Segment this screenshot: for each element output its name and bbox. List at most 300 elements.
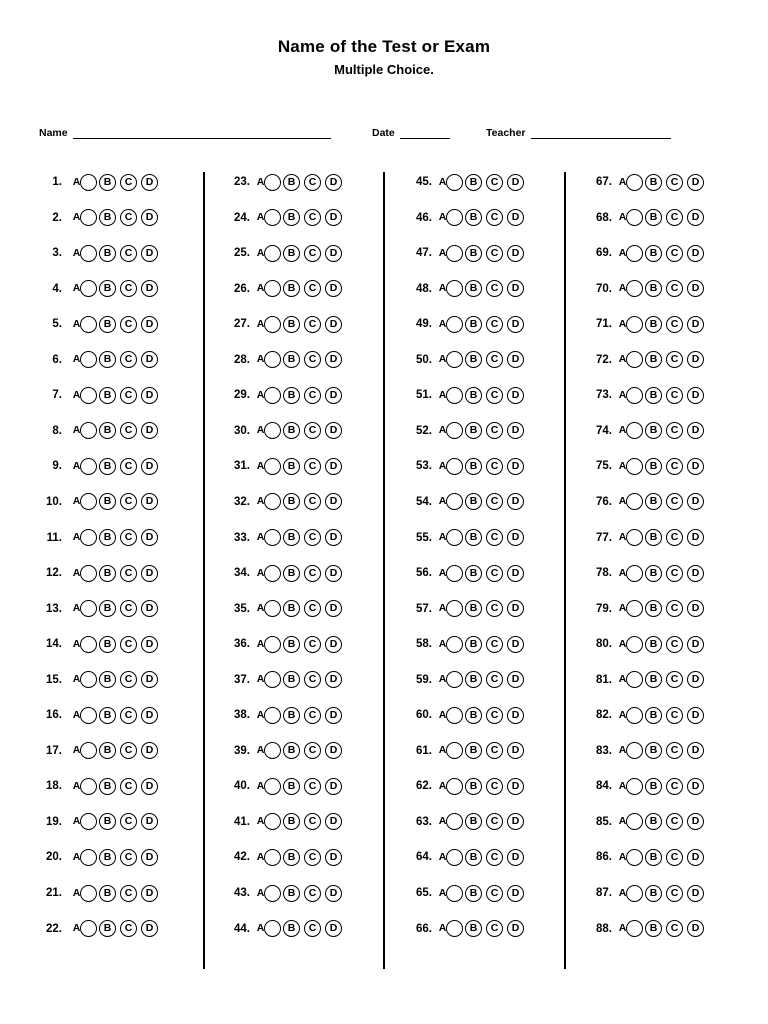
answer-bubble-d[interactable]: D [687,493,704,510]
answer-bubble-a[interactable] [618,600,643,617]
answer-bubble-b[interactable]: B [465,600,482,617]
answer-bubble-b[interactable]: B [283,458,300,475]
answer-bubble-a[interactable] [72,600,97,617]
answer-bubble-a[interactable] [618,174,643,191]
answer-bubble-d[interactable]: D [325,565,342,582]
answer-bubble-d[interactable]: D [325,707,342,724]
answer-bubble-d[interactable]: D [325,636,342,653]
answer-bubble-d[interactable]: D [325,458,342,475]
answer-bubble-a[interactable] [618,209,643,226]
answer-bubble-a[interactable] [256,778,281,795]
answer-bubble-c[interactable]: C [304,742,321,759]
answer-bubble-b[interactable]: B [645,707,662,724]
answer-bubble-b[interactable]: B [645,565,662,582]
answer-bubble-a[interactable] [256,458,281,475]
answer-bubble-d[interactable]: D [687,529,704,546]
answer-bubble-b[interactable]: B [645,387,662,404]
answer-bubble-d[interactable]: D [325,600,342,617]
answer-bubble-d[interactable]: D [687,280,704,297]
answer-bubble-d[interactable]: D [507,707,524,724]
answer-bubble-c[interactable]: C [120,493,137,510]
answer-bubble-a[interactable] [618,671,643,688]
answer-bubble-d[interactable]: D [687,849,704,866]
answer-bubble-b[interactable]: B [465,422,482,439]
answer-bubble-c[interactable]: C [666,778,683,795]
answer-bubble-a[interactable] [72,316,97,333]
answer-bubble-b[interactable]: B [99,529,116,546]
answer-bubble-d[interactable]: D [687,778,704,795]
answer-bubble-b[interactable]: B [645,316,662,333]
answer-bubble-a[interactable] [72,813,97,830]
answer-bubble-d[interactable]: D [687,316,704,333]
answer-bubble-d[interactable]: D [507,600,524,617]
answer-bubble-b[interactable]: B [283,387,300,404]
answer-bubble-c[interactable]: C [666,351,683,368]
answer-bubble-d[interactable]: D [507,742,524,759]
answer-bubble-c[interactable]: C [120,565,137,582]
answer-bubble-c[interactable]: C [486,387,503,404]
answer-bubble-c[interactable]: C [666,209,683,226]
answer-bubble-b[interactable]: B [645,245,662,262]
answer-bubble-a[interactable] [256,707,281,724]
answer-bubble-c[interactable]: C [666,636,683,653]
answer-bubble-b[interactable]: B [465,209,482,226]
answer-bubble-b[interactable]: B [283,493,300,510]
answer-bubble-a[interactable] [256,671,281,688]
answer-bubble-a[interactable] [438,565,463,582]
answer-bubble-a[interactable] [618,885,643,902]
answer-bubble-b[interactable]: B [99,778,116,795]
answer-bubble-d[interactable]: D [141,885,158,902]
answer-bubble-b[interactable]: B [283,636,300,653]
answer-bubble-d[interactable]: D [325,209,342,226]
answer-bubble-a[interactable] [618,245,643,262]
answer-bubble-a[interactable] [618,422,643,439]
answer-bubble-d[interactable]: D [141,387,158,404]
answer-bubble-b[interactable]: B [99,245,116,262]
answer-bubble-b[interactable]: B [283,920,300,937]
answer-bubble-c[interactable]: C [304,671,321,688]
answer-bubble-a[interactable] [72,636,97,653]
answer-bubble-d[interactable]: D [325,422,342,439]
answer-bubble-c[interactable]: C [120,316,137,333]
answer-bubble-b[interactable]: B [99,351,116,368]
answer-bubble-c[interactable]: C [486,742,503,759]
answer-bubble-a[interactable] [72,493,97,510]
answer-bubble-b[interactable]: B [465,920,482,937]
answer-bubble-a[interactable] [618,636,643,653]
answer-bubble-c[interactable]: C [486,529,503,546]
answer-bubble-a[interactable] [438,174,463,191]
answer-bubble-a[interactable] [256,280,281,297]
answer-bubble-a[interactable] [256,351,281,368]
answer-bubble-c[interactable]: C [304,778,321,795]
answer-bubble-d[interactable]: D [687,600,704,617]
answer-bubble-c[interactable]: C [666,422,683,439]
answer-bubble-c[interactable]: C [666,565,683,582]
answer-bubble-c[interactable]: C [120,600,137,617]
answer-bubble-a[interactable] [256,565,281,582]
answer-bubble-b[interactable]: B [283,813,300,830]
answer-bubble-b[interactable]: B [645,636,662,653]
answer-bubble-d[interactable]: D [141,813,158,830]
answer-bubble-a[interactable] [438,458,463,475]
answer-bubble-b[interactable]: B [465,813,482,830]
answer-bubble-b[interactable]: B [645,280,662,297]
answer-bubble-b[interactable]: B [465,493,482,510]
answer-bubble-d[interactable]: D [687,351,704,368]
answer-bubble-d[interactable]: D [141,316,158,333]
answer-bubble-a[interactable] [618,778,643,795]
answer-bubble-c[interactable]: C [120,813,137,830]
answer-bubble-c[interactable]: C [304,458,321,475]
answer-bubble-c[interactable]: C [304,636,321,653]
answer-bubble-b[interactable]: B [283,707,300,724]
answer-bubble-b[interactable]: B [645,174,662,191]
answer-bubble-d[interactable]: D [141,351,158,368]
answer-bubble-d[interactable]: D [325,849,342,866]
answer-bubble-c[interactable]: C [120,351,137,368]
answer-bubble-c[interactable]: C [120,885,137,902]
answer-bubble-d[interactable]: D [687,387,704,404]
answer-bubble-d[interactable]: D [507,245,524,262]
answer-bubble-d[interactable]: D [141,636,158,653]
answer-bubble-c[interactable]: C [486,885,503,902]
answer-bubble-b[interactable]: B [465,636,482,653]
answer-bubble-c[interactable]: C [666,671,683,688]
answer-bubble-c[interactable]: C [486,209,503,226]
answer-bubble-d[interactable]: D [325,387,342,404]
answer-bubble-c[interactable]: C [120,387,137,404]
answer-bubble-b[interactable]: B [99,707,116,724]
answer-bubble-a[interactable] [72,351,97,368]
answer-bubble-a[interactable] [256,600,281,617]
answer-bubble-b[interactable]: B [283,351,300,368]
answer-bubble-a[interactable] [256,493,281,510]
answer-bubble-b[interactable]: B [465,351,482,368]
answer-bubble-b[interactable]: B [465,671,482,688]
answer-bubble-c[interactable]: C [120,636,137,653]
answer-bubble-b[interactable]: B [99,316,116,333]
answer-bubble-c[interactable]: C [486,778,503,795]
answer-bubble-c[interactable]: C [120,174,137,191]
answer-bubble-a[interactable] [256,813,281,830]
answer-bubble-a[interactable] [72,387,97,404]
answer-bubble-d[interactable]: D [325,280,342,297]
answer-bubble-b[interactable]: B [465,849,482,866]
answer-bubble-a[interactable] [256,636,281,653]
answer-bubble-c[interactable]: C [666,742,683,759]
answer-bubble-b[interactable]: B [645,849,662,866]
answer-bubble-b[interactable]: B [99,813,116,830]
answer-bubble-c[interactable]: C [120,671,137,688]
answer-bubble-a[interactable] [256,849,281,866]
answer-bubble-b[interactable]: B [465,245,482,262]
answer-bubble-c[interactable]: C [304,600,321,617]
answer-bubble-a[interactable] [618,529,643,546]
answer-bubble-d[interactable]: D [507,920,524,937]
name-input-line[interactable] [73,128,331,139]
answer-bubble-d[interactable]: D [141,458,158,475]
answer-bubble-c[interactable]: C [486,565,503,582]
answer-bubble-d[interactable]: D [507,316,524,333]
answer-bubble-b[interactable]: B [99,174,116,191]
answer-bubble-d[interactable]: D [687,920,704,937]
answer-bubble-b[interactable]: B [99,849,116,866]
answer-bubble-a[interactable] [72,885,97,902]
answer-bubble-a[interactable] [438,778,463,795]
answer-bubble-d[interactable]: D [507,280,524,297]
answer-bubble-a[interactable] [438,600,463,617]
answer-bubble-d[interactable]: D [141,245,158,262]
answer-bubble-b[interactable]: B [645,671,662,688]
answer-bubble-c[interactable]: C [304,707,321,724]
answer-bubble-a[interactable] [72,280,97,297]
answer-bubble-d[interactable]: D [687,671,704,688]
answer-bubble-b[interactable]: B [465,778,482,795]
answer-bubble-c[interactable]: C [486,707,503,724]
answer-bubble-c[interactable]: C [120,280,137,297]
answer-bubble-d[interactable]: D [141,529,158,546]
answer-bubble-d[interactable]: D [507,209,524,226]
answer-bubble-c[interactable]: C [120,245,137,262]
answer-bubble-b[interactable]: B [645,813,662,830]
answer-bubble-d[interactable]: D [507,493,524,510]
answer-bubble-b[interactable]: B [283,849,300,866]
answer-bubble-a[interactable] [72,778,97,795]
answer-bubble-c[interactable]: C [120,529,137,546]
answer-bubble-d[interactable]: D [687,885,704,902]
answer-bubble-d[interactable]: D [325,920,342,937]
answer-bubble-c[interactable]: C [666,920,683,937]
answer-bubble-d[interactable]: D [687,245,704,262]
answer-bubble-a[interactable] [438,245,463,262]
answer-bubble-d[interactable]: D [687,565,704,582]
answer-bubble-b[interactable]: B [465,387,482,404]
answer-bubble-b[interactable]: B [645,529,662,546]
answer-bubble-b[interactable]: B [283,280,300,297]
answer-bubble-a[interactable] [438,387,463,404]
answer-bubble-b[interactable]: B [465,316,482,333]
answer-bubble-b[interactable]: B [283,885,300,902]
answer-bubble-b[interactable]: B [283,778,300,795]
answer-bubble-a[interactable] [618,493,643,510]
answer-bubble-b[interactable]: B [99,458,116,475]
answer-bubble-c[interactable]: C [120,422,137,439]
answer-bubble-a[interactable] [72,920,97,937]
answer-bubble-d[interactable]: D [325,316,342,333]
answer-bubble-d[interactable]: D [141,742,158,759]
answer-bubble-c[interactable]: C [304,174,321,191]
answer-bubble-c[interactable]: C [304,493,321,510]
answer-bubble-c[interactable]: C [486,422,503,439]
answer-bubble-a[interactable] [72,529,97,546]
answer-bubble-d[interactable]: D [507,778,524,795]
answer-bubble-a[interactable] [438,636,463,653]
answer-bubble-b[interactable]: B [283,245,300,262]
answer-bubble-d[interactable]: D [141,280,158,297]
answer-bubble-a[interactable] [256,920,281,937]
answer-bubble-b[interactable]: B [465,280,482,297]
answer-bubble-c[interactable]: C [304,316,321,333]
answer-bubble-d[interactable]: D [507,351,524,368]
answer-bubble-c[interactable]: C [120,707,137,724]
answer-bubble-a[interactable] [438,742,463,759]
answer-bubble-b[interactable]: B [283,422,300,439]
answer-bubble-a[interactable] [438,209,463,226]
answer-bubble-a[interactable] [72,565,97,582]
answer-bubble-d[interactable]: D [687,707,704,724]
answer-bubble-a[interactable] [72,174,97,191]
answer-bubble-a[interactable] [438,493,463,510]
answer-bubble-a[interactable] [72,707,97,724]
answer-bubble-d[interactable]: D [141,600,158,617]
answer-bubble-a[interactable] [618,387,643,404]
answer-bubble-c[interactable]: C [120,458,137,475]
answer-bubble-a[interactable] [72,209,97,226]
answer-bubble-b[interactable]: B [99,742,116,759]
answer-bubble-c[interactable]: C [304,280,321,297]
answer-bubble-a[interactable] [256,742,281,759]
answer-bubble-d[interactable]: D [141,493,158,510]
answer-bubble-c[interactable]: C [120,849,137,866]
answer-bubble-c[interactable]: C [304,565,321,582]
answer-bubble-b[interactable]: B [645,351,662,368]
answer-bubble-a[interactable] [618,707,643,724]
answer-bubble-b[interactable]: B [465,707,482,724]
answer-bubble-a[interactable] [256,316,281,333]
answer-bubble-c[interactable]: C [666,529,683,546]
answer-bubble-b[interactable]: B [99,493,116,510]
answer-bubble-b[interactable]: B [99,565,116,582]
answer-bubble-d[interactable]: D [687,174,704,191]
answer-bubble-a[interactable] [438,849,463,866]
answer-bubble-a[interactable] [618,920,643,937]
answer-bubble-a[interactable] [72,245,97,262]
answer-bubble-c[interactable]: C [486,316,503,333]
answer-bubble-c[interactable]: C [486,600,503,617]
answer-bubble-d[interactable]: D [507,458,524,475]
answer-bubble-d[interactable]: D [141,849,158,866]
answer-bubble-d[interactable]: D [687,458,704,475]
answer-bubble-a[interactable] [618,813,643,830]
answer-bubble-b[interactable]: B [99,209,116,226]
answer-bubble-b[interactable]: B [99,422,116,439]
answer-bubble-a[interactable] [438,422,463,439]
answer-bubble-b[interactable]: B [465,742,482,759]
answer-bubble-b[interactable]: B [99,636,116,653]
answer-bubble-d[interactable]: D [141,920,158,937]
answer-bubble-c[interactable]: C [666,493,683,510]
answer-bubble-c[interactable]: C [486,280,503,297]
answer-bubble-a[interactable] [618,280,643,297]
answer-bubble-c[interactable]: C [486,813,503,830]
answer-bubble-d[interactable]: D [325,351,342,368]
answer-bubble-d[interactable]: D [507,565,524,582]
answer-bubble-c[interactable]: C [666,174,683,191]
answer-bubble-a[interactable] [438,529,463,546]
answer-bubble-a[interactable] [256,422,281,439]
answer-bubble-d[interactable]: D [325,813,342,830]
answer-bubble-c[interactable]: C [304,245,321,262]
answer-bubble-c[interactable]: C [120,742,137,759]
answer-bubble-d[interactable]: D [687,422,704,439]
answer-bubble-c[interactable]: C [304,813,321,830]
answer-bubble-d[interactable]: D [141,174,158,191]
answer-bubble-b[interactable]: B [465,565,482,582]
answer-bubble-c[interactable]: C [486,849,503,866]
answer-bubble-d[interactable]: D [141,565,158,582]
answer-bubble-a[interactable] [618,742,643,759]
answer-bubble-b[interactable]: B [283,316,300,333]
answer-bubble-c[interactable]: C [304,885,321,902]
answer-bubble-c[interactable]: C [666,458,683,475]
answer-bubble-b[interactable]: B [283,174,300,191]
answer-bubble-a[interactable] [438,351,463,368]
answer-bubble-d[interactable]: D [687,636,704,653]
answer-bubble-c[interactable]: C [666,813,683,830]
answer-bubble-c[interactable]: C [304,920,321,937]
answer-bubble-b[interactable]: B [465,529,482,546]
answer-bubble-c[interactable]: C [666,885,683,902]
answer-bubble-d[interactable]: D [507,174,524,191]
answer-bubble-d[interactable]: D [507,422,524,439]
answer-bubble-d[interactable]: D [507,813,524,830]
answer-bubble-c[interactable]: C [486,174,503,191]
answer-bubble-c[interactable]: C [304,209,321,226]
answer-bubble-b[interactable]: B [99,671,116,688]
answer-bubble-a[interactable] [438,885,463,902]
answer-bubble-c[interactable]: C [486,351,503,368]
answer-bubble-d[interactable]: D [325,174,342,191]
answer-bubble-d[interactable]: D [141,778,158,795]
answer-bubble-c[interactable]: C [304,387,321,404]
answer-bubble-c[interactable]: C [666,600,683,617]
answer-bubble-c[interactable]: C [120,778,137,795]
answer-bubble-a[interactable] [72,742,97,759]
answer-bubble-d[interactable]: D [507,849,524,866]
answer-bubble-a[interactable] [438,813,463,830]
answer-bubble-c[interactable]: C [486,493,503,510]
answer-bubble-a[interactable] [618,565,643,582]
answer-bubble-d[interactable]: D [325,529,342,546]
date-input-line[interactable] [400,128,450,139]
answer-bubble-d[interactable]: D [507,636,524,653]
answer-bubble-c[interactable]: C [666,849,683,866]
answer-bubble-c[interactable]: C [666,280,683,297]
answer-bubble-d[interactable]: D [141,209,158,226]
answer-bubble-c[interactable]: C [486,671,503,688]
answer-bubble-b[interactable]: B [465,174,482,191]
answer-bubble-b[interactable]: B [645,885,662,902]
answer-bubble-a[interactable] [256,209,281,226]
answer-bubble-c[interactable]: C [666,387,683,404]
answer-bubble-c[interactable]: C [304,849,321,866]
answer-bubble-d[interactable]: D [325,742,342,759]
answer-bubble-b[interactable]: B [283,600,300,617]
answer-bubble-d[interactable]: D [141,707,158,724]
answer-bubble-a[interactable] [72,422,97,439]
answer-bubble-c[interactable]: C [486,245,503,262]
answer-bubble-c[interactable]: C [666,316,683,333]
answer-bubble-b[interactable]: B [99,885,116,902]
answer-bubble-a[interactable] [72,458,97,475]
answer-bubble-a[interactable] [256,387,281,404]
answer-bubble-c[interactable]: C [304,529,321,546]
answer-bubble-a[interactable] [618,458,643,475]
answer-bubble-b[interactable]: B [645,920,662,937]
answer-bubble-d[interactable]: D [507,387,524,404]
